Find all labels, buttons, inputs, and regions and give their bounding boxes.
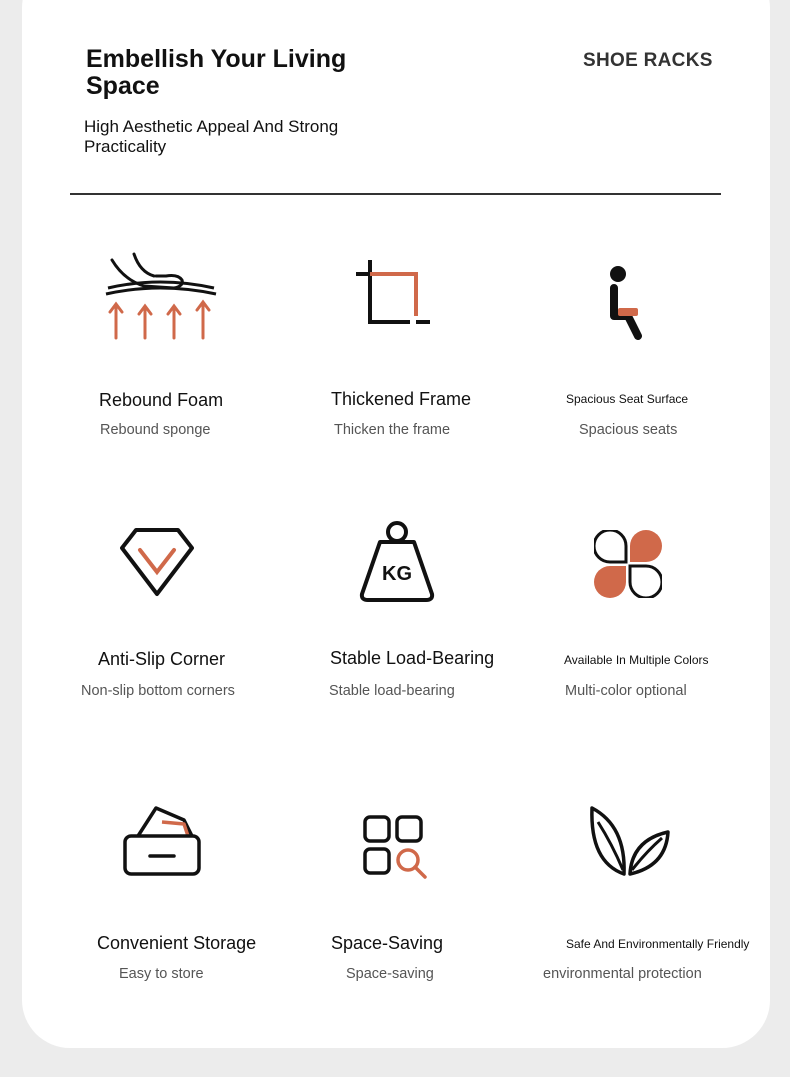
feature-subtitle: Multi-color optional — [565, 683, 687, 699]
feature-label: Anti-Slip Corner — [98, 649, 226, 669]
kg-text: KG — [382, 563, 412, 585]
feature-subtitle: Easy to store — [119, 966, 204, 982]
feature-label: Safe And Environmentally Friendly — [566, 937, 750, 951]
feature-subtitle: Space-saving — [346, 966, 434, 982]
kg-weight-icon — [358, 520, 436, 604]
feature-label: Convenient Storage — [97, 933, 257, 953]
feature-label: Available In Multiple Colors — [564, 653, 709, 667]
feature-subtitle: Spacious seats — [579, 422, 678, 438]
feature-subtitle: environmental protection — [543, 966, 702, 982]
grid-search-icon — [362, 814, 430, 880]
seated-person-icon — [606, 264, 650, 340]
rebound-foam-icon — [104, 250, 218, 342]
four-petal-icon — [594, 530, 662, 598]
feature-subtitle: Thicken the frame — [334, 422, 451, 438]
leaves-icon — [586, 804, 672, 878]
page-title: Embellish Your Living Space — [86, 45, 347, 100]
frame-corner-icon — [352, 256, 434, 328]
feature-label: Thickened Frame — [331, 389, 472, 409]
storage-box-icon — [122, 802, 202, 878]
feature-subtitle: Stable load-bearing — [329, 683, 455, 699]
feature-label: Spacious Seat Surface — [566, 392, 689, 406]
header-divider — [70, 193, 721, 195]
feature-subtitle: Non-slip bottom corners — [81, 683, 235, 699]
feature-label: Space-Saving — [331, 933, 444, 953]
brand-label: SHOE RACKS — [583, 50, 713, 71]
page-subtitle: High Aesthetic Appeal And Strong Practicality — [84, 117, 339, 156]
feature-label: Stable Load-Bearing — [330, 648, 495, 668]
diamond-icon — [118, 526, 196, 598]
feature-label: Rebound Foam — [99, 390, 224, 410]
feature-subtitle: Rebound sponge — [100, 422, 211, 438]
